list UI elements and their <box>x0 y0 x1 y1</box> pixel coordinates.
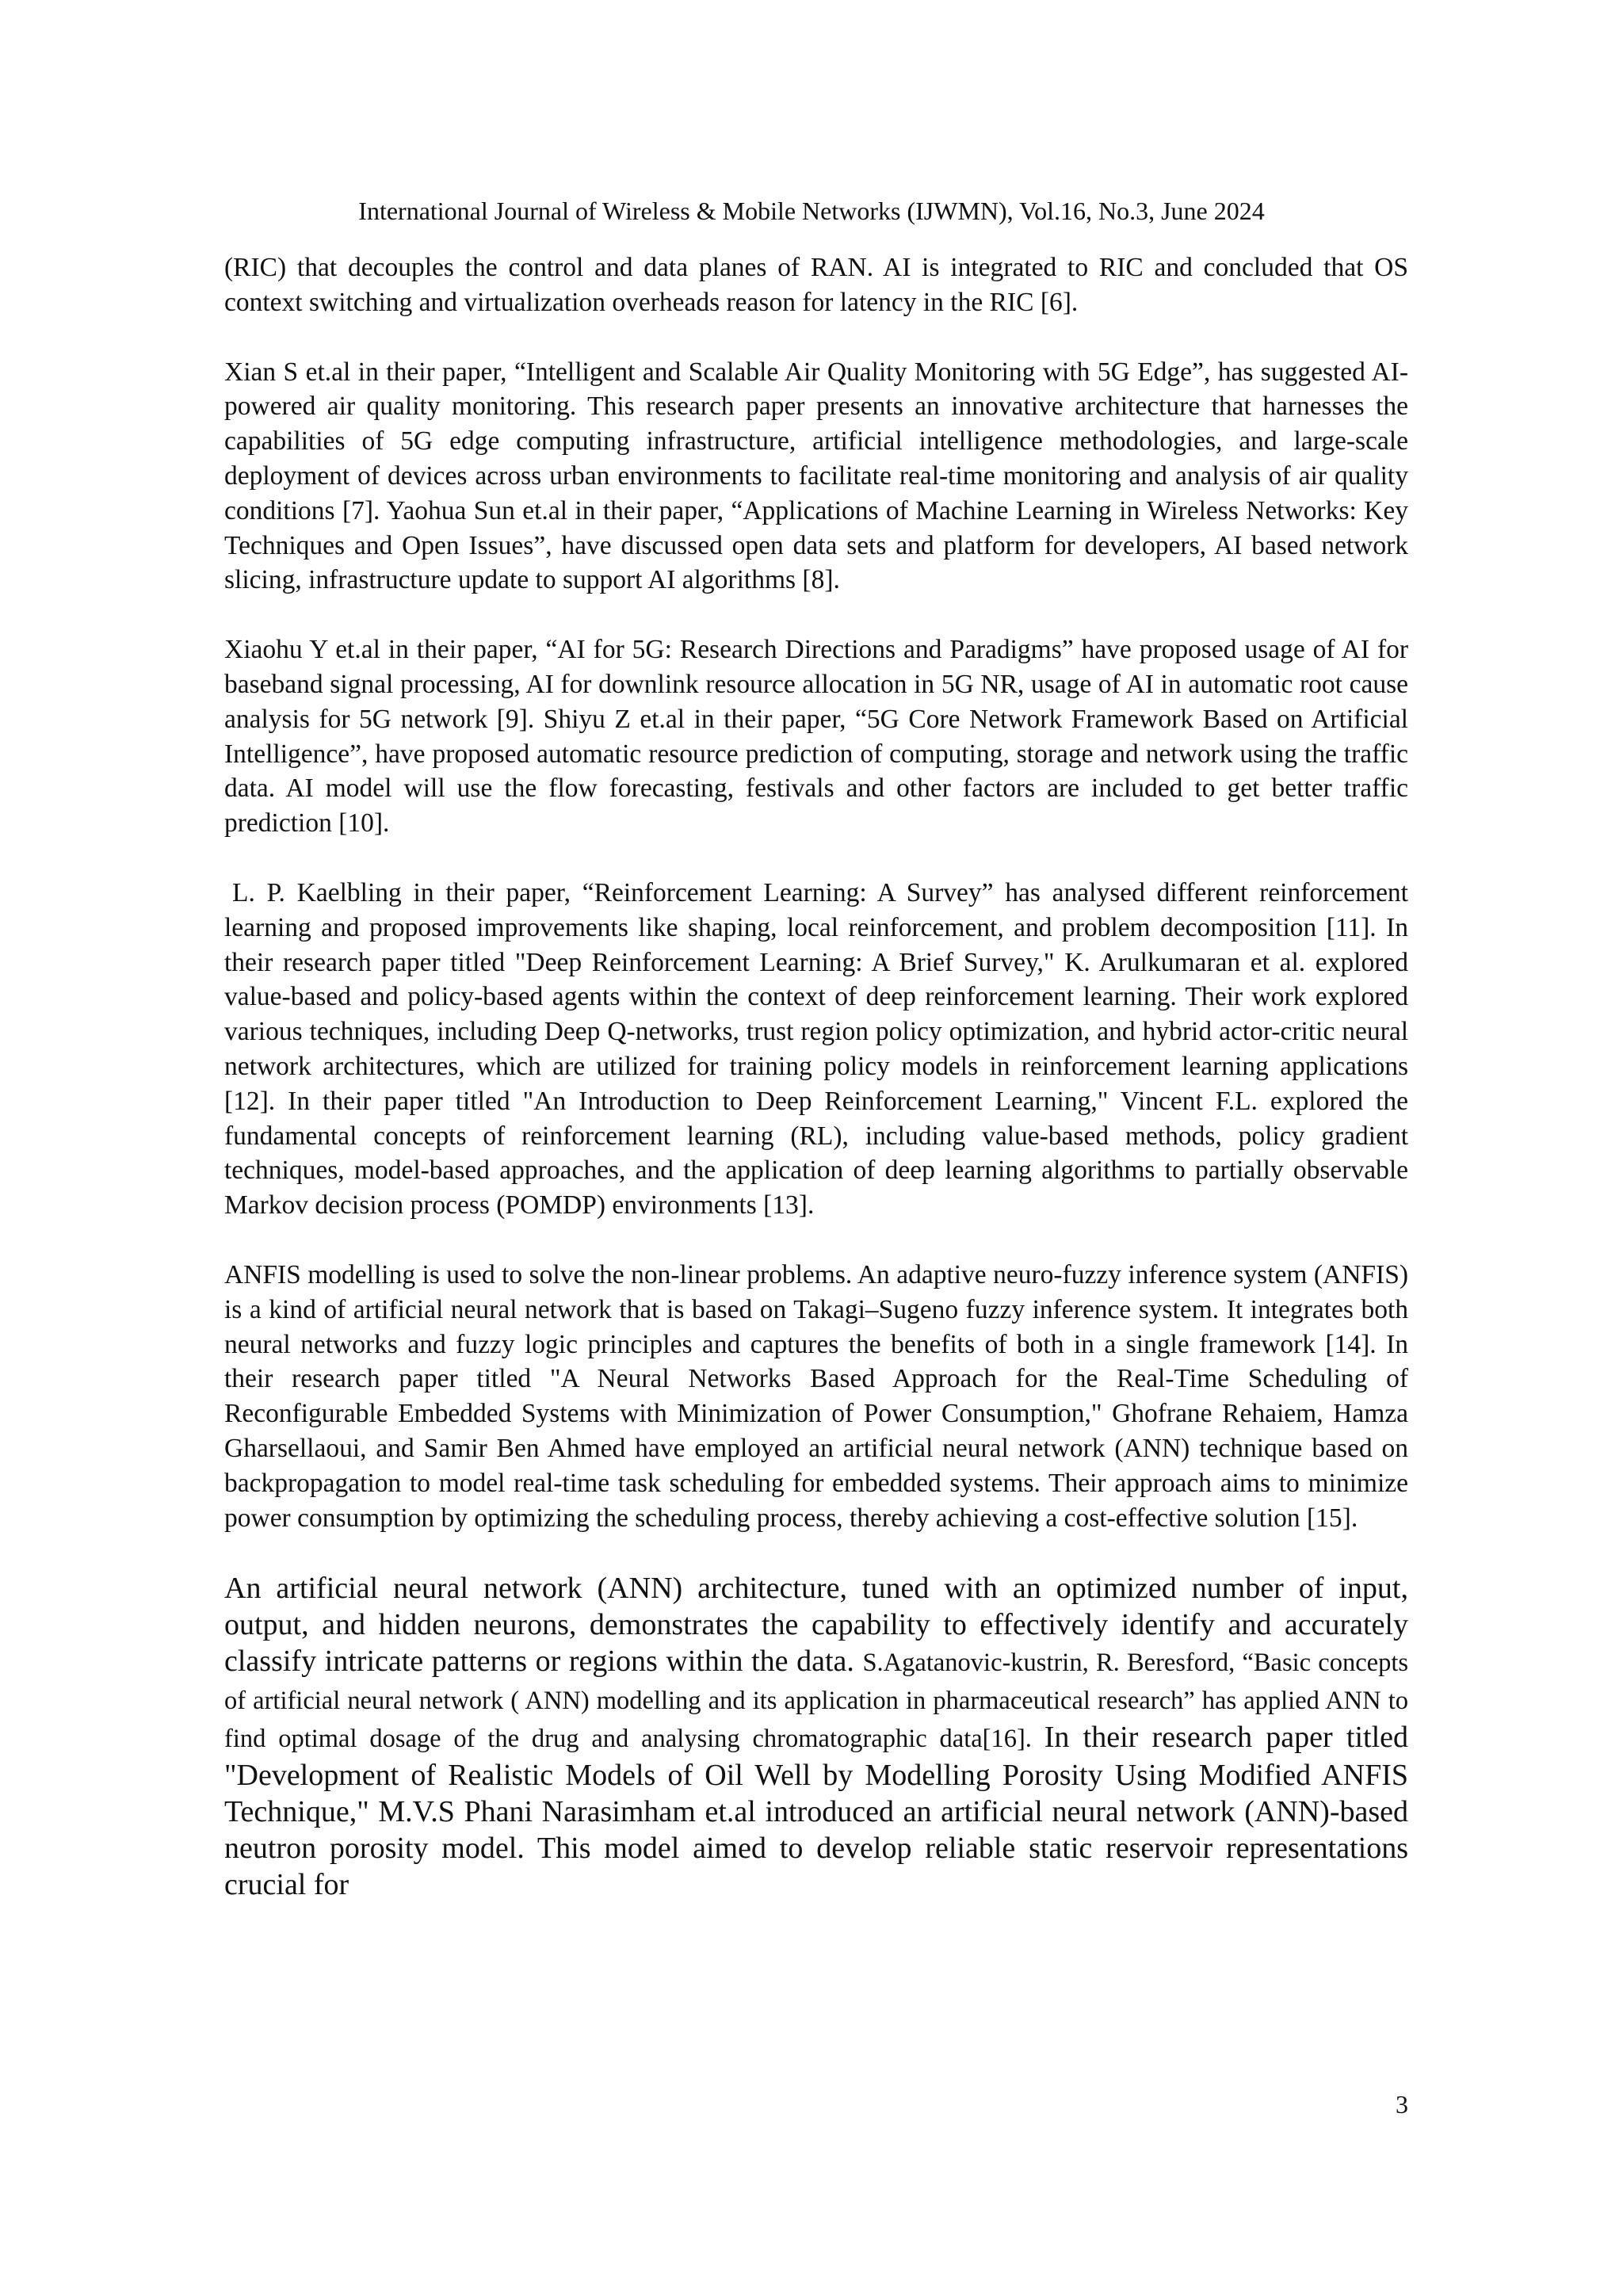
paragraph-air-quality: Xian S et.al in their paper, “Intelligent and Scalable Air Quality Monitoring with 5G Edge”, has suggested AI-powered air quality monitoring. This research paper presents an innovative architecture that harnesses the capabilities of 5G edge computing infrastructure, artificial intelligence methodologies, and large-scale deployment of devices across urban environments to facilitate real-time monitoring and analysis of air quality conditions [7]. Yaohua Sun et.al in their paper, “Applications of Machine Learning in Wireless Networks: Key Techniques and Open Issues”, have discussed open data sets and platform for developers, AI based network slicing, infrastructure update to support AI algorithms [8]. <box>224 357 1408 595</box>
paragraph-ric: (RIC) that decouples the control and data planes of RAN. AI is integrated to RIC and concluded that OS context switching and virtualization overheads reason for latency in the RIC [6]. <box>224 253 1408 317</box>
paragraph-anfis: ANFIS modelling is used to solve the non-linear problems. An adaptive neuro-fuzzy inference system (ANFIS) is a kind of artificial neural network that is based on Takagi–Sugeno fuzzy inference system. It integrates both neural networks and fuzzy logic principles and captures the benefits of both in a single framework [14]. In their research paper titled "A Neural Networks Based Approach for the Real-Time Scheduling of Reconfigurable Embedded Systems with Minimization of Power Consumption," Ghofrane Rehaiem, Hamza Gharsellaoui, and Samir Ben Ahmed have employed an artificial neural network (ANN) technique based on backpropagation to model real-time task scheduling for embedded systems. Their approach aims to minimize power consumption by optimizing the scheduling process, thereby achieving a cost-effective solution [15]. <box>224 1259 1408 1533</box>
paragraph-ann-oil-well: In their research paper titled "Development of Realistic Models of Oil Well by Modelling Porosity Using Modified ANFIS Technique," M.V.S Phani Narasimham et.al introduced an artificial neural network (ANN)-based neutron porosity model. This model aimed to develop reliable static reservoir representations crucial for <box>224 1721 1409 1902</box>
paragraph-ann <box>224 1570 1408 1903</box>
running-header: International Journal of Wireless & Mobile Networks (IJWMN), Vol.16, No.3, June 2024 <box>358 197 1265 225</box>
paragraph-ann-citation: S.Agatanovic-kustrin, R. Beresford, “Basic concepts of artificial neural network ( ANN) modelling and its application in pharmaceutical research” has applied ANN to find optimal dosage of the drug and analysing chromatographic data[16]. <box>224 1648 1409 1754</box>
page-number: 3 <box>1396 2090 1408 2118</box>
paragraph-ai-for-5g: Xiaohu Y et.al in their paper, “AI for 5G: Research Directions and Paradigms” have proposed usage of AI for baseband signal processing, AI for downlink resource allocation in 5G NR, usage of AI in automatic root cause analysis for 5G network [9]. Shiyu Z et.al in their paper, “5G Core Network Framework Based on Artificial Intelligence”, have proposed automatic resource prediction of computing, storage and network using the traffic data. AI model will use the flow forecasting, festivals and other factors are included to get better traffic prediction [10]. <box>224 635 1408 839</box>
paragraph-ann-intro: An artificial neural network (ANN) architecture, tuned with an optimized number of input, output, and hidden neurons, demonstrates the capability to effectively identify and accurately classify intricate patterns or regions within the data. <box>224 1572 1408 1679</box>
paragraph-reinforcement-learning: L. P. Kaelbling in their paper, “Reinforcement Learning: A Survey” has analysed different reinforcement learning and proposed improvements like shaping, local reinforcement, and problem decomposition [11]. In their research paper titled "Deep Reinforcement Learning: A Brief Survey," K. Arulkumaran et al. explored value-based and policy-based agents within the context of deep reinforcement learning. Their work explored various techniques, including Deep Q-networks, trust region policy optimization, and hybrid actor-critic neural network architectures, which are utilized for training policy models in reinforcement learning applications [12]. In their paper titled "An Introduction to Deep Reinforcement Learning," Vincent F.L. explored the fundamental concepts of reinforcement learning (RL), including value-based methods, policy gradient techniques, model-based approaches, and the application of deep learning algorithms to partially observable Markov decision process (POMDP) environments [13]. <box>224 877 1408 1221</box>
body-text <box>224 250 1408 1903</box>
